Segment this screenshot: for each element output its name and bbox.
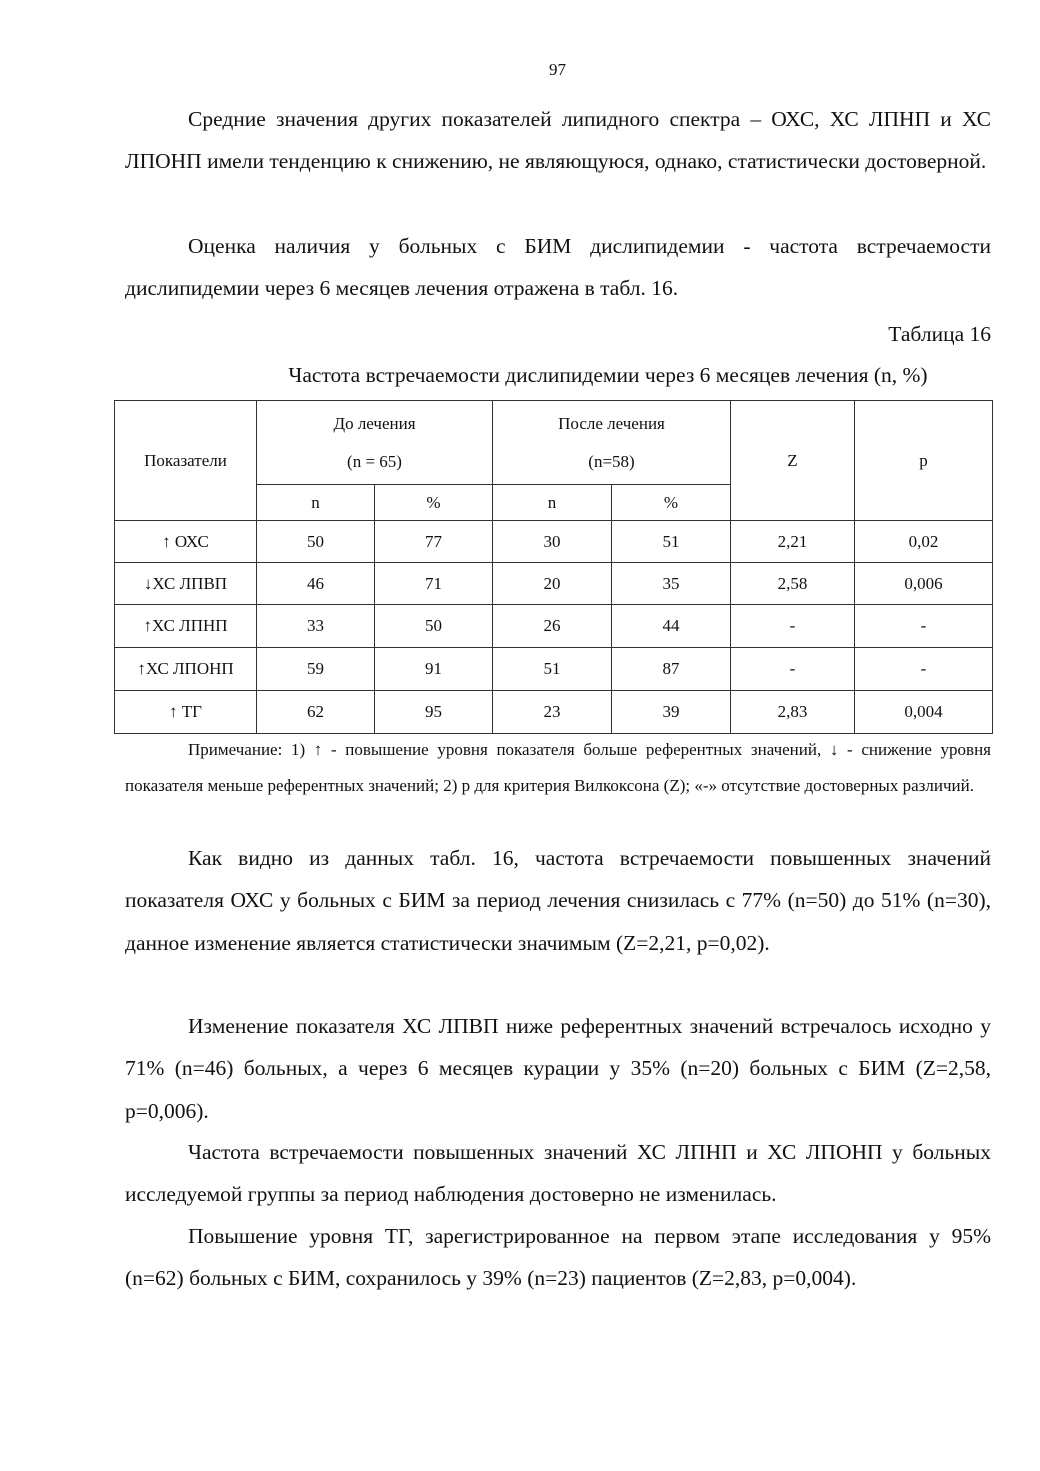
header-p: p: [855, 401, 993, 521]
paragraph-hdl-result: Изменение показателя ХС ЛПВП ниже референтных значений встречалось исходно у 71% (n=46) больных, а через 6 месяцев курации у 35% (n=20) больных с БИМ (Z=2,58, p=0,006).: [125, 1014, 991, 1123]
dyslipidemia-frequency-table: [114, 400, 993, 734]
row-indicator: ↑ХС ЛПОНП: [115, 648, 257, 691]
table-row: [115, 563, 993, 605]
header-after-count: (n=58): [588, 451, 635, 471]
paragraph-lipid-trends: Средние значения других показателей липидного спектра – ОХС, ХС ЛПНП и ХС ЛПОНП имели тенденцию к снижению, не являющуюся, однако, статистически достоверной.: [125, 107, 991, 174]
row-z: 2,58: [731, 563, 855, 605]
header-indicator: Показатели: [115, 401, 257, 521]
row-after-n: 23: [493, 691, 612, 734]
page-number: 97: [549, 60, 566, 79]
row-z: 2,21: [731, 521, 855, 563]
row-before-n: 59: [257, 648, 375, 691]
row-after-pct: 87: [612, 648, 731, 691]
row-before-pct: 77: [375, 521, 493, 563]
row-indicator: ↑ХС ЛПНП: [115, 605, 257, 648]
row-after-n: 51: [493, 648, 612, 691]
row-before-pct: 91: [375, 648, 493, 691]
row-p: 0,02: [855, 521, 993, 563]
row-z: -: [731, 648, 855, 691]
row-indicator: ↑ ОХС: [115, 521, 257, 563]
table-row: [115, 648, 993, 691]
row-before-n: 62: [257, 691, 375, 734]
header-before-title: До лечения: [333, 413, 416, 433]
row-after-pct: 39: [612, 691, 731, 734]
header-z: Z: [731, 401, 855, 521]
row-before-pct: 50: [375, 605, 493, 648]
row-after-n: 26: [493, 605, 612, 648]
header-after-n: n: [493, 485, 612, 521]
table-row: [115, 691, 993, 734]
row-after-n: 20: [493, 563, 612, 605]
paragraph-ohs-result: Как видно из данных табл. 16, частота встречаемости повышенных значений показателя ОХС у больных с БИМ за период лечения снизилась с 77% (n=50) до 51% (n=30), данное изменение является статистически значимым (Z=2,21, p=0,02).: [125, 846, 991, 955]
row-before-n: 33: [257, 605, 375, 648]
table-row: [115, 605, 993, 648]
paragraph-tg-result: Повышение уровня ТГ, зарегистрированное на первом этапе исследования у 95% (n=62) больных с БИМ, сохранилось у 39% (n=23) пациентов (Z=2,83, p=0,004).: [125, 1224, 991, 1291]
header-before-pct: %: [375, 485, 493, 521]
row-after-pct: 51: [612, 521, 731, 563]
row-before-pct: 95: [375, 691, 493, 734]
row-p: 0,004: [855, 691, 993, 734]
table-caption: Частота встречаемости дислипидемии через 6 месяцев лечения (n, %): [288, 363, 928, 387]
table-label: Таблица 16: [888, 322, 991, 346]
table-row: [115, 521, 993, 563]
header-before-count: (n = 65): [347, 451, 402, 471]
header-before-n: n: [257, 485, 375, 521]
header-before-treatment: [257, 401, 493, 485]
table-note: Примечание: 1) ↑ - повышение уровня показателя больше референтных значений, ↓ - снижение уровня показателя меньше референтных значений; 2) p для критерия Вилкоксона (Z); «-» отсутствие достоверных различий.: [125, 740, 991, 795]
row-z: 2,83: [731, 691, 855, 734]
row-after-pct: 44: [612, 605, 731, 648]
row-after-n: 30: [493, 521, 612, 563]
row-before-n: 50: [257, 521, 375, 563]
header-after-title: После лечения: [558, 413, 665, 433]
row-z: -: [731, 605, 855, 648]
row-before-pct: 71: [375, 563, 493, 605]
header-after-pct: %: [612, 485, 731, 521]
row-indicator: ↓ХС ЛПВП: [115, 563, 257, 605]
row-p: 0,006: [855, 563, 993, 605]
row-before-n: 46: [257, 563, 375, 605]
paragraph-dyslipidemia-intro: Оценка наличия у больных с БИМ дислипидемии - частота встречаемости дислипидемии через 6 месяцев лечения отражена в табл. 16.: [125, 234, 991, 301]
row-indicator: ↑ ТГ: [115, 691, 257, 734]
row-p: -: [855, 648, 993, 691]
row-p: -: [855, 605, 993, 648]
header-after-treatment: [493, 401, 731, 485]
row-after-pct: 35: [612, 563, 731, 605]
paragraph-ldl-vldl-result: Частота встречаемости повышенных значений ХС ЛПНП и ХС ЛПОНП у больных исследуемой группы за период наблюдения достоверно не изменилась.: [125, 1140, 991, 1207]
